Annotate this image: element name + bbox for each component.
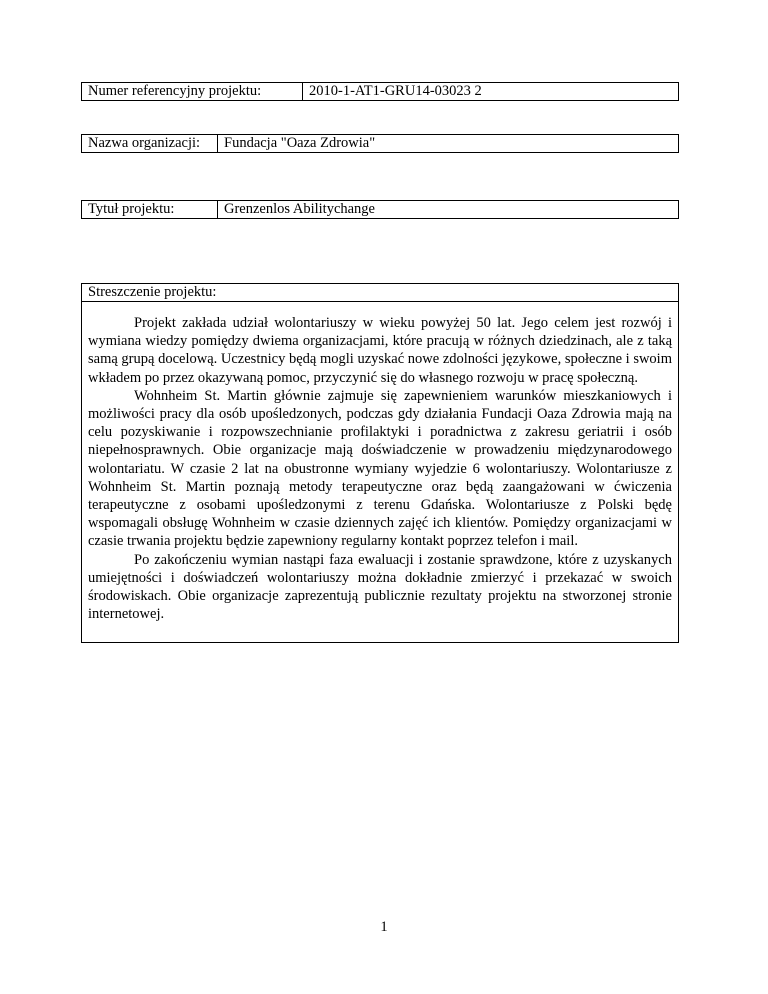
organization-value: Fundacja "Oaza Zdrowia" <box>217 135 381 152</box>
project-summary-table <box>81 283 679 643</box>
summary-paragraph: Wohnheim St. Martin głównie zajmuje się zapewnieniem warunków mieszkaniowych i możliwości pracy dla osób upośledzonych, podczas gdy działania Fundacji Oaza Zdrowia mają na celu pozyskiwanie i rozpowszechnianie profilaktyki i poradnictwa z zakresu geriatrii i osób niepełnosprawnych. Obie organizacje mają doświadczenie w prowadzeniu międzynarodowego wolontariatu. W czasie 2 lat na obustronne wymiany wyjedzie 6 wolontariuszy. Wolontariusze z Wohnheim St. Martin poznają metody terapeutyczne oraz będą zaangażowani w ćwiczenia terapeutyczne z osobami upośledzonymi z terenu Gdańska. Wolontariusze z Polski będę wspomagali obsługę Wohnheim w czasie dziennych zajęć ich klientów. Pomiędzy organizacjami w czasie trwania projektu będzie zapewniony regularny kontakt poprzez telefon i mail. <box>88 387 672 550</box>
summary-paragraph: Projekt zakłada udział wolontariuszy w wieku powyżej 50 lat. Jego celem jest rozwój i wymiana wiedzy pomiędzy dwiema organizacjami, które pracują w różnych dziedzinach, ale z taką samą grupą docelową. Uczestnicy będą mogli uzyskać nowe zdolności językowe, społeczne i swoim wkładem po przez okazywaną pomoc, przyczynić się do własnego rozwoju w pracę społeczną. <box>88 315 672 386</box>
page-number: 1 <box>380 919 388 935</box>
reference-number-table <box>81 82 679 101</box>
project-title-label: Tytuł projektu: <box>88 201 175 217</box>
project-title-table <box>81 200 679 219</box>
summary-paragraph: Po zakończeniu wymian nastąpi faza ewaluacji i zostanie sprawdzone, które z uzyskanych umiejętności i doświadczeń wolontariuszy można dokładnie zmierzyć i przekazać w swoich środowiskach. Obie organizacje zaprezentują publicznie rezultaty projektu na stworzonej stronie internetowej. <box>88 551 672 623</box>
reference-number-label: Numer referencyjny projektu: <box>88 83 262 99</box>
project-title-value: Grenzenlos Abilitychange <box>217 201 381 218</box>
organization-table <box>81 134 679 153</box>
summary-body <box>82 302 678 623</box>
summary-label: Streszczenie projektu: <box>82 284 678 302</box>
organization-label: Nazwa organizacji: <box>88 135 201 151</box>
reference-number-value: 2010-1-AT1-GRU14-03023 2 <box>302 83 488 100</box>
